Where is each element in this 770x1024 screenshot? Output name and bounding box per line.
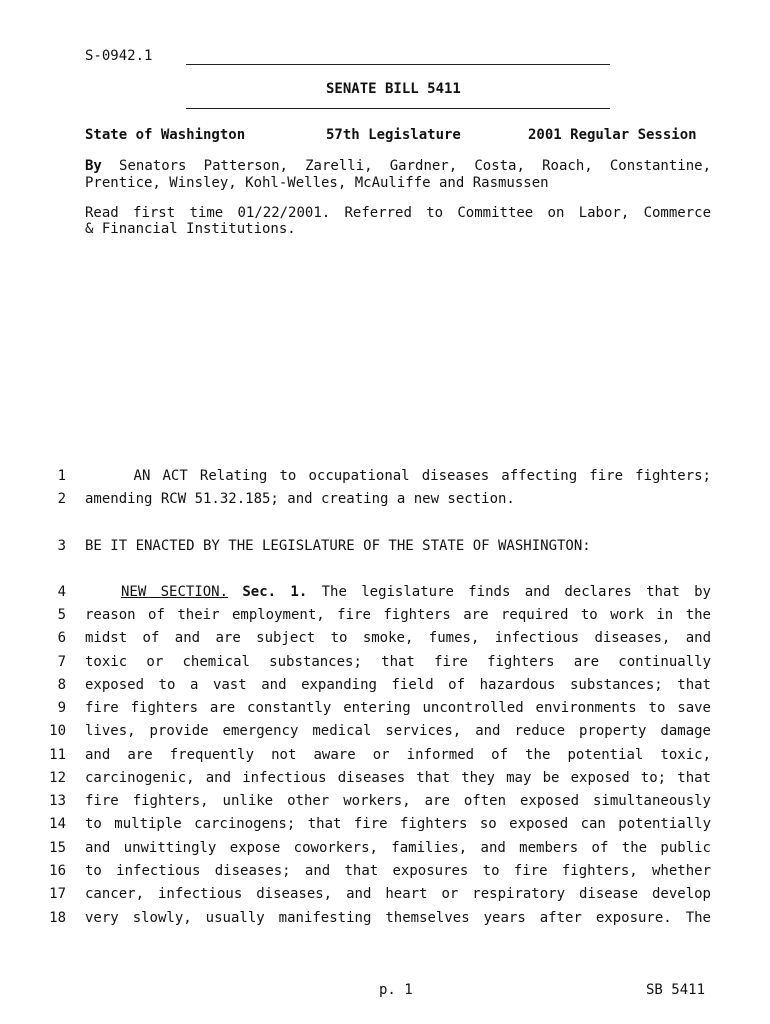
bill-line: to multiple carcinogens; that fire fighters so exposed can potentially — [85, 816, 711, 832]
bill-line: AN ACT Relating to occupational diseases affecting fire fighters; — [85, 468, 711, 484]
line-number: 12 — [49, 770, 66, 786]
line-number: 1 — [57, 468, 66, 484]
bill-line: cancer, infectious diseases, and heart or respiratory disease develop — [85, 886, 711, 902]
line-number: 5 — [57, 607, 66, 623]
line-number: 11 — [49, 747, 66, 763]
section-heading-line — [85, 584, 711, 600]
bill-line: lives, provide emergency medical services, and reduce property damage — [85, 723, 711, 739]
state-name: State of Washington — [85, 127, 246, 143]
section-text: The legislature finds and declares that by — [321, 584, 711, 600]
bill-line: carcinogenic, and infectious diseases that they may be exposed to; that — [85, 770, 711, 786]
new-section-label: NEW SECTION. — [121, 584, 229, 600]
sponsors-text-1: Senators Patterson, Zarelli, Gardner, Costa, Roach, Constantine, — [119, 158, 711, 174]
bill-line: very slowly, usually manifesting themselves years after exposure. The — [85, 910, 711, 926]
line-number: 10 — [49, 723, 66, 739]
line-number: 8 — [57, 677, 66, 693]
line-number: 14 — [49, 816, 66, 832]
bill-line: fire fighters, unlike other workers, are often exposed simultaneously — [85, 793, 711, 809]
bill-title: SENATE BILL 5411 — [326, 81, 461, 97]
line-number: 18 — [49, 910, 66, 926]
line-number: 16 — [49, 863, 66, 879]
bill-reference: SB 5411 — [646, 982, 706, 998]
header-rule-top — [186, 64, 610, 65]
sponsors-line-1 — [85, 158, 711, 174]
read-line-1: Read first time 01/22/2001. Referred to Committee on Labor, Commerce — [85, 205, 711, 221]
line-number: 7 — [57, 654, 66, 670]
bill-line: midst of and are subject to smoke, fumes, infectious diseases, and — [85, 630, 711, 646]
bill-line: and are frequently not aware or informed of the potential toxic, — [85, 747, 711, 763]
bill-line: and unwittingly expose coworkers, families, and members of the public — [85, 840, 711, 856]
bill-code: S-0942.1 — [85, 48, 153, 64]
line-number: 13 — [49, 793, 66, 809]
enacting-clause: BE IT ENACTED BY THE LEGISLATURE OF THE STATE OF WASHINGTON: — [85, 538, 591, 554]
bill-line: reason of their employment, fire fighters are required to work in the — [85, 607, 711, 623]
bill-line: toxic or chemical substances; that fire fighters are continually — [85, 654, 711, 670]
line-number: 3 — [57, 538, 66, 554]
bill-line: fire fighters are constantly entering uncontrolled environments to save — [85, 700, 711, 716]
line-number: 2 — [57, 491, 66, 507]
line-number: 15 — [49, 840, 66, 856]
line-number: 6 — [57, 630, 66, 646]
section-number: Sec. 1. — [242, 584, 308, 600]
bill-line: exposed to a vast and expanding field of hazardous substances; that — [85, 677, 711, 693]
bill-line: to infectious diseases; and that exposures to fire fighters, whether — [85, 863, 711, 879]
bill-line: amending RCW 51.32.185; and creating a new section. — [85, 491, 515, 507]
page-number: p. 1 — [379, 982, 413, 998]
legislature: 57th Legislature — [326, 127, 461, 143]
sponsors-line-2: Prentice, Winsley, Kohl-Welles, McAuliffe and Rasmussen — [85, 175, 549, 191]
line-number: 17 — [49, 886, 66, 902]
by-label: By — [85, 158, 102, 174]
header-rule-bottom — [186, 108, 610, 109]
read-line-2: & Financial Institutions. — [85, 221, 296, 237]
line-number: 9 — [57, 700, 66, 716]
line-number: 4 — [57, 584, 66, 600]
session: 2001 Regular Session — [528, 127, 697, 143]
